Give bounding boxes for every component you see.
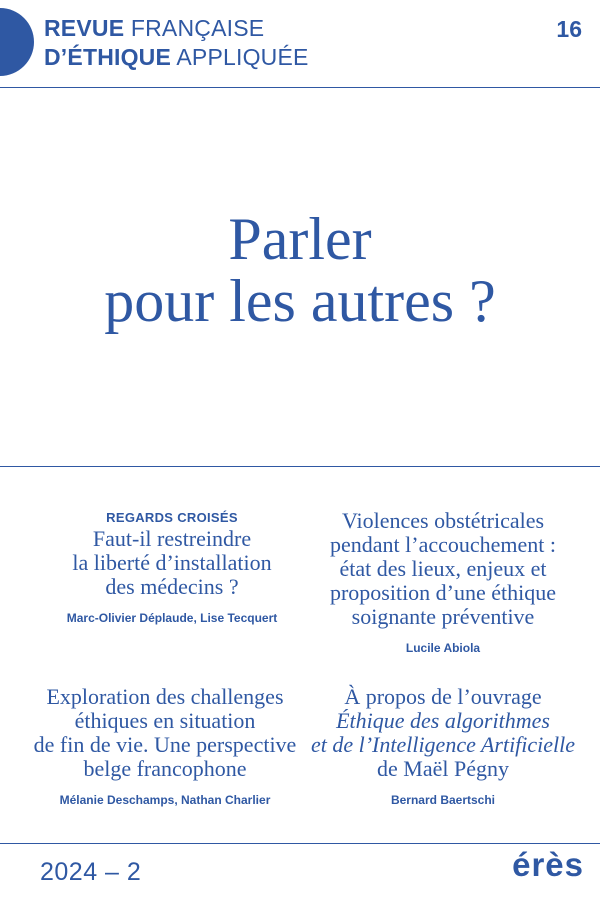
journal-logo-half-disc — [0, 8, 34, 76]
article-violences-obstetricales — [298, 509, 588, 655]
publisher-logo: érès — [512, 846, 584, 883]
article-exploration-fin-de-vie — [15, 685, 315, 807]
article-rubric: REGARDS CROISÉS — [106, 510, 238, 525]
article-title: Faut-il restreindre la liberté d’installation des médecins ? — [72, 526, 272, 599]
journal-title-line1: REVUE FRANÇAISE — [44, 15, 265, 41]
issue-year: 2024 – 2 — [40, 858, 142, 886]
journal-title-line2: D’ÉTHIQUE APPLIQUÉE — [44, 44, 309, 70]
footer-divider — [0, 843, 600, 844]
article-title: Exploration des challenges éthiques en situation de fin de vie. Une perspective belge francophone — [33, 684, 297, 781]
article-regards-croises — [27, 510, 317, 625]
article-authors: Bernard Baertschi — [390, 793, 496, 807]
article-authors: Mélanie Deschamps, Nathan Charlier — [59, 793, 271, 807]
main-title — [0, 208, 600, 332]
main-title-line2: pour les autres ? — [104, 268, 496, 334]
main-title-line1: Parler — [228, 206, 372, 272]
article-title: À propos de l’ouvrage Éthique des algorithmes et de l’Intelligence Artificielle de Maël Pégny — [310, 684, 576, 781]
article-a-propos-ouvrage — [298, 685, 588, 807]
header-divider — [0, 87, 600, 88]
article-authors: Lucile Abiola — [405, 641, 481, 655]
issue-number: 16 — [556, 16, 582, 42]
contents-top-divider — [0, 466, 600, 467]
article-title: Violences obstétricales pendant l’accouchement : état des lieux, enjeux et proposition d’une éthique soignante préventive — [329, 508, 557, 629]
journal-title — [44, 14, 309, 72]
article-authors: Marc-Olivier Déplaude, Lise Tecquert — [66, 611, 278, 625]
